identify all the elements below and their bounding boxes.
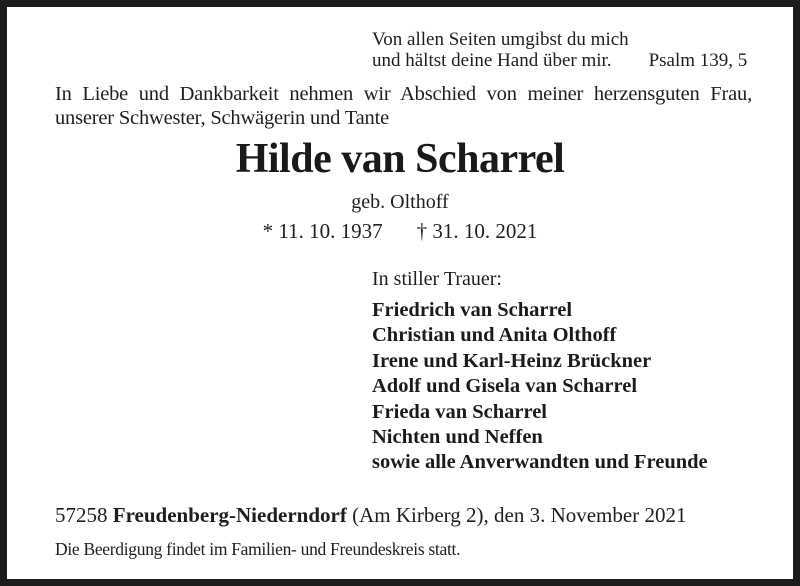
- psalm-quote-line2: und hältst deine Hand über mir.: [372, 50, 612, 71]
- intro-line1: In Liebe und Dankbarkeit nehmen wir Abschied von meiner herzensguten Frau,: [55, 83, 752, 105]
- maiden-name: geb. Olthoff: [351, 191, 449, 213]
- mourner-line: Frieda van Scharrel: [372, 400, 547, 423]
- mourner-line: sowie alle Anverwandten und Freunde: [372, 451, 708, 474]
- psalm-quote-line1: Von allen Seiten umgibst du mich: [372, 29, 629, 50]
- postal-code: 57258: [55, 503, 108, 527]
- place-name: Freudenberg-Niederndorf: [112, 503, 347, 527]
- intro-text: [55, 82, 752, 130]
- mourning-heading: In stiller Trauer:: [372, 268, 502, 290]
- intro-line2: unserer Schwester, Schwägerin und Tante: [55, 107, 389, 129]
- death-date: † 31. 10. 2021: [416, 219, 538, 243]
- mourner-line: Irene und Karl-Heinz Brückner: [372, 349, 652, 372]
- mourner-line: Friedrich van Scharrel: [372, 299, 573, 321]
- mourner-line: Adolf und Gisela van Scharrel: [372, 375, 638, 398]
- mourner-line: Nichten und Neffen: [372, 426, 543, 449]
- psalm-quote-line2-row: [372, 50, 747, 71]
- funeral-note: Die Beerdigung findet im Familien- und Freundeskreis statt.: [55, 539, 461, 559]
- psalm-quote: [372, 29, 747, 71]
- psalm-reference: Psalm 139, 5: [648, 50, 748, 71]
- mourner-line: Christian und Anita Olthoff: [372, 324, 617, 347]
- mourners-list: [372, 298, 708, 476]
- deceased-name: Hilde van Scharrel: [235, 136, 565, 182]
- life-dates: [7, 219, 793, 244]
- address-rest: (Am Kirberg 2), den 3. November 2021: [352, 503, 687, 527]
- birth-date: * 11. 10. 1937: [262, 219, 383, 243]
- address-line: [55, 503, 686, 528]
